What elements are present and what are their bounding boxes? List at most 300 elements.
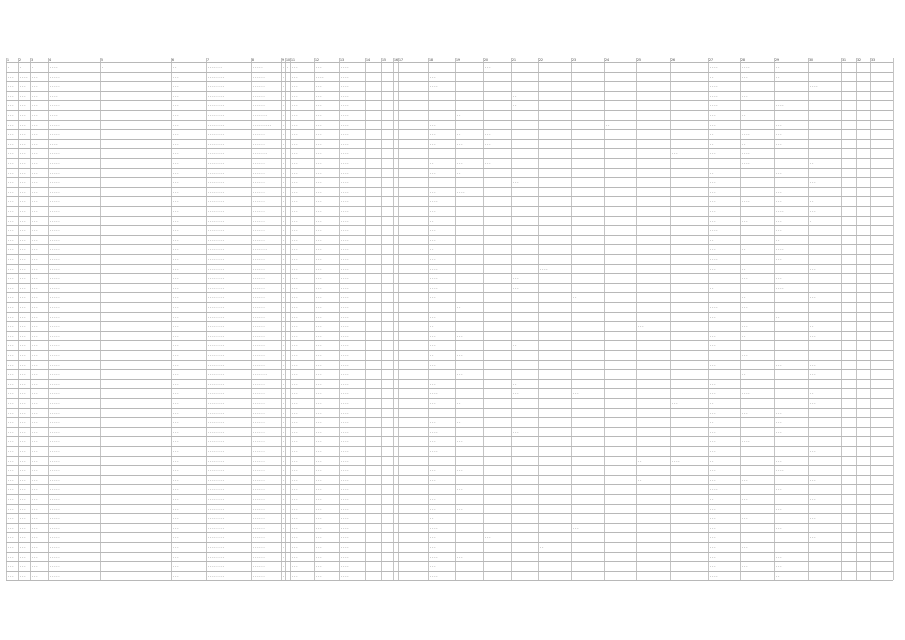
table-cell: - - - - - - - -: [208, 161, 224, 165]
table-cell: - - -: [316, 189, 322, 194]
table-cell: - - - - -: [50, 324, 60, 329]
table-cell: - - - -: [341, 468, 349, 473]
table-cell: - - -: [8, 122, 14, 127]
table-cell: - - - -: [776, 285, 784, 290]
table-cell: -: [283, 103, 285, 108]
table-cell: - - -: [173, 132, 179, 137]
table-cell: - - -: [316, 257, 322, 261]
table-cell: - - - -: [341, 257, 349, 261]
table-cell: - - -: [173, 199, 179, 204]
table-cell: - - - - -: [50, 314, 60, 319]
table-cell: - - -: [292, 103, 298, 108]
row-gridline: [6, 398, 893, 399]
table-cell: - - -: [710, 218, 716, 223]
table-cell: - - - - - - - -: [208, 554, 224, 559]
table-cell: - - - -: [742, 439, 750, 444]
table-cell: - - -: [316, 420, 322, 425]
table-cell: - - -: [710, 545, 716, 549]
row-gridline: [6, 504, 893, 505]
table-cell: - - -: [292, 74, 298, 79]
table-cell: - - - -: [341, 122, 349, 127]
table-cell: - - -: [8, 103, 14, 108]
table-cell: - -: [606, 122, 610, 127]
table-cell: - - -: [810, 477, 816, 482]
table-cell: - - - - - - - -: [208, 458, 224, 463]
table-cell: - -: [742, 266, 746, 271]
table-cell: - - - -: [341, 132, 349, 137]
table-cell: - - -: [742, 477, 748, 482]
table-cell: - - -: [430, 343, 436, 348]
table-cell: - - -: [8, 497, 14, 501]
column-header: 14: [366, 58, 370, 62]
table-cell: - - - - - -: [253, 93, 265, 98]
table-cell: - - -: [430, 439, 436, 444]
table-cell: - - -: [776, 141, 782, 146]
table-cell: - - - -: [710, 103, 718, 108]
table-cell: - - -: [457, 372, 463, 377]
table-cell: - - -: [742, 305, 748, 309]
table-cell: - - -: [457, 468, 463, 473]
table-cell: - - - - -: [50, 516, 60, 521]
table-cell: - - -: [173, 228, 179, 233]
table-cell: - - - - - -: [253, 420, 265, 425]
column-gridline: [48, 58, 49, 580]
table-cell: - - -: [430, 545, 436, 549]
table-cell: - - -: [20, 420, 26, 425]
row-gridline: [6, 580, 893, 581]
table-cell: - - - - -: [50, 170, 60, 175]
table-cell: - - - -: [710, 573, 718, 578]
row-gridline: [6, 532, 893, 533]
table-cell: - -: [710, 132, 714, 137]
table-cell: - - - - - - - -: [208, 372, 224, 377]
table-cell: - - -: [20, 141, 26, 146]
table-cell: - - - - - -: [253, 141, 265, 146]
table-cell: - - - - -: [50, 151, 60, 156]
table-cell: - - - - -: [50, 199, 60, 204]
table-cell: - - - - -: [50, 381, 60, 386]
table-cell: - -: [430, 161, 434, 165]
table-cell: - - -: [173, 324, 179, 329]
table-cell: - - -: [430, 535, 436, 540]
table-cell: - - -: [292, 93, 298, 98]
table-cell: - - - - - - - -: [208, 93, 224, 98]
table-cell: - -: [710, 420, 714, 425]
table-cell: - -: [810, 161, 814, 165]
table-cell: - - -: [430, 257, 436, 261]
table-cell: - -: [810, 199, 814, 204]
table-cell: - - -: [742, 545, 748, 549]
table-cell: - - -: [292, 535, 298, 540]
table-cell: - - - -: [341, 449, 349, 453]
table-cell: - - -: [20, 199, 26, 204]
table-cell: - - - -: [710, 84, 718, 89]
table-cell: - - - -: [341, 93, 349, 98]
table-cell: -: [283, 429, 285, 434]
table-cell: - - - - -: [50, 497, 60, 501]
column-header: 15: [382, 58, 386, 62]
table-cell: - - -: [316, 247, 322, 252]
table-cell: - - - - - -: [253, 468, 265, 473]
table-cell: - - -: [173, 122, 179, 127]
table-cell: - - -: [316, 343, 322, 348]
table-cell: - - -: [776, 487, 782, 492]
table-cell: - - - - - - - -: [208, 180, 224, 185]
table-cell: -: [283, 276, 285, 281]
table-cell: - - -: [173, 391, 179, 396]
table-cell: - - -: [20, 189, 26, 194]
table-cell: - - -: [810, 516, 816, 521]
table-cell: - - - -: [430, 285, 438, 290]
table-cell: - - -: [32, 122, 38, 127]
table-cell: - - - - - - - -: [208, 237, 224, 242]
table-cell: - - - -: [742, 199, 750, 204]
table-cell: - - -: [316, 372, 322, 377]
row-gridline: [6, 475, 893, 476]
row-gridline: [6, 148, 893, 149]
table-cell: - - -: [173, 170, 179, 175]
table-cell: - - -: [710, 362, 716, 367]
table-cell: - - -: [32, 573, 38, 578]
table-cell: - - - -: [341, 554, 349, 559]
column-gridline: [740, 58, 741, 580]
table-cell: -: [283, 247, 285, 252]
table-cell: - - -: [710, 449, 716, 453]
table-cell: - - -: [316, 410, 322, 415]
table-cell: - - -: [316, 151, 322, 156]
table-cell: - - -: [292, 314, 298, 319]
table-cell: - - -: [173, 372, 179, 377]
table-cell: - -: [710, 237, 714, 242]
table-cell: - - -: [32, 458, 38, 463]
column-gridline: [483, 58, 484, 580]
table-cell: - - - - -: [50, 372, 60, 377]
table-cell: - - -: [8, 84, 14, 89]
table-cell: - -: [457, 305, 461, 309]
table-cell: - - -: [32, 74, 38, 79]
table-cell: - - - - - -: [253, 266, 265, 271]
table-cell: - - - - - -: [253, 564, 265, 569]
table-cell: - - - - - -: [253, 84, 265, 89]
table-cell: - - -: [292, 497, 298, 501]
table-cell: - - - - - -: [253, 362, 265, 367]
table-cell: - - -: [8, 554, 14, 559]
table-cell: - - - - -: [50, 353, 60, 357]
row-gridline: [6, 273, 893, 274]
column-gridline: [808, 58, 809, 580]
table-cell: - - -: [316, 506, 322, 511]
table-cell: - - -: [173, 247, 179, 252]
table-cell: - - -: [292, 84, 298, 89]
table-cell: - - -: [316, 573, 322, 578]
table-cell: - - -: [292, 439, 298, 444]
table-cell: - - - - - - - -: [208, 209, 224, 213]
table-cell: - - -: [776, 554, 782, 559]
table-cell: - - - - - - - -: [208, 141, 224, 146]
table-cell: - - -: [173, 93, 179, 98]
table-cell: - - - - - - - -: [208, 439, 224, 444]
table-cell: - - -: [173, 151, 179, 156]
table-cell: - - - - - -: [253, 516, 265, 521]
table-cell: - - - - -: [50, 468, 60, 473]
table-cell: - - - - - - - -: [208, 314, 224, 319]
table-cell: - - -: [32, 247, 38, 252]
column-gridline: [290, 58, 291, 580]
table-cell: - - -: [430, 381, 436, 386]
table-cell: - - -: [173, 573, 179, 578]
table-cell: - - -: [32, 477, 38, 482]
table-cell: - - -: [173, 401, 179, 405]
table-cell: - - - -: [50, 141, 58, 146]
table-cell: - - - - -: [50, 122, 60, 127]
table-cell: - - -: [20, 343, 26, 348]
table-cell: - -: [513, 93, 517, 98]
table-cell: - - -: [810, 449, 816, 453]
table-cell: - - -: [292, 132, 298, 137]
column-header: 1: [7, 58, 9, 62]
table-cell: - - - -: [776, 468, 784, 473]
table-cell: - - -: [292, 487, 298, 492]
table-cell: - - -: [8, 151, 14, 156]
table-cell: - - -: [710, 381, 716, 386]
column-gridline: [636, 58, 637, 580]
table-cell: - - - - - -: [253, 353, 265, 357]
table-cell: - - -: [32, 228, 38, 233]
table-cell: - - - - - -: [253, 295, 265, 300]
table-cell: - - -: [710, 468, 716, 473]
table-cell: -: [283, 218, 285, 223]
table-cell: - - -: [292, 189, 298, 194]
table-cell: - - - - - -: [253, 103, 265, 108]
column-header: 33: [871, 58, 875, 62]
row-gridline: [6, 177, 893, 178]
table-cell: - - - - -: [50, 545, 60, 549]
column-gridline: [708, 58, 709, 580]
column-header: 26: [671, 58, 675, 62]
table-cell: - - -: [710, 247, 716, 252]
table-cell: - - -: [316, 132, 322, 137]
table-cell: - - -: [292, 381, 298, 386]
table-cell: - - -: [316, 516, 322, 521]
table-cell: - - - -: [710, 257, 718, 261]
table-cell: -: [283, 189, 285, 194]
table-cell: - - -: [20, 113, 26, 117]
column-gridline: [100, 58, 101, 580]
table-cell: - - -: [8, 487, 14, 492]
table-cell: - - - -: [341, 228, 349, 233]
table-cell: - - - - -: [50, 305, 60, 309]
table-cell: - - -: [710, 410, 716, 415]
table-cell: - - -: [8, 343, 14, 348]
table-cell: - - - - - - - -: [208, 333, 224, 338]
table-cell: - - - -: [341, 362, 349, 367]
table-cell: - -: [513, 103, 517, 108]
row-gridline: [6, 187, 893, 188]
table-cell: - - - -: [742, 161, 750, 165]
table-cell: - - -: [20, 429, 26, 434]
table-cell: - - -: [430, 477, 436, 482]
table-cell: - - - -: [430, 391, 438, 396]
table-cell: - - -: [316, 266, 322, 271]
table-cell: - - - - -: [50, 420, 60, 425]
table-cell: - - -: [173, 305, 179, 309]
table-cell: - - -: [32, 506, 38, 511]
table-cell: - - -: [742, 353, 748, 357]
table-cell: - - -: [776, 170, 782, 175]
table-cell: -: [283, 372, 285, 377]
table-cell: - -: [457, 401, 461, 405]
table-cell: - - -: [810, 180, 816, 185]
table-cell: - - -: [8, 516, 14, 521]
table-cell: - - - -: [430, 429, 438, 434]
column-gridline: [30, 58, 31, 580]
column-header: 6: [172, 58, 174, 62]
table-cell: - - - - -: [50, 554, 60, 559]
table-cell: - - - -: [341, 276, 349, 281]
table-cell: - - -: [8, 564, 14, 569]
table-cell: - - - - - -: [253, 391, 265, 396]
table-cell: - - -: [776, 218, 782, 223]
table-cell: - - - - - -: [253, 535, 265, 540]
table-cell: - - - - - - - -: [208, 545, 224, 549]
table-cell: - - - - -: [50, 180, 60, 185]
table-cell: - - -: [20, 103, 26, 108]
row-gridline: [6, 110, 893, 111]
table-cell: - - -: [32, 266, 38, 271]
table-cell: - -: [742, 141, 746, 146]
table-cell: - - - -: [430, 573, 438, 578]
row-gridline: [6, 283, 893, 284]
table-cell: - - - -: [341, 103, 349, 108]
table-cell: - - -: [20, 218, 26, 223]
table-cell: - - -: [20, 573, 26, 578]
table-cell: - - -: [8, 180, 14, 185]
table-cell: - - - -: [341, 381, 349, 386]
table-cell: - - -: [173, 429, 179, 434]
table-cell: - - -: [776, 362, 782, 367]
row-gridline: [6, 235, 893, 236]
table-cell: - - -: [8, 209, 14, 213]
table-cell: - - -: [810, 209, 816, 213]
table-cell: - - -: [8, 170, 14, 175]
row-gridline: [6, 168, 893, 169]
table-cell: - - - - -: [50, 132, 60, 137]
row-gridline: [6, 302, 893, 303]
table-cell: - - -: [32, 554, 38, 559]
table-cell: - - -: [173, 554, 179, 559]
table-cell: - - -: [173, 180, 179, 185]
table-cell: - -: [742, 372, 746, 377]
table-cell: - - -: [32, 276, 38, 281]
column-header: 2: [19, 58, 21, 62]
table-cell: - - -: [316, 237, 322, 242]
table-cell: - - - - - - - -: [208, 276, 224, 281]
table-cell: - - -: [316, 209, 322, 213]
table-cell: - - - - - - - -: [208, 525, 224, 530]
table-cell: - - -: [292, 468, 298, 473]
table-cell: - - -: [316, 497, 322, 501]
table-cell: - - - -: [20, 74, 28, 79]
table-cell: - - -: [513, 276, 519, 281]
table-cell: - - -: [292, 477, 298, 482]
table-cell: - - - - -: [50, 343, 60, 348]
table-cell: - - - - -: [50, 525, 60, 530]
table-cell: - - - - - - - -: [208, 381, 224, 386]
table-cell: - -: [710, 170, 714, 175]
table-cell: - - -: [32, 189, 38, 194]
table-cell: -: [283, 362, 285, 367]
table-cell: - - -: [810, 362, 816, 367]
table-cell: - - - - - - - -: [208, 362, 224, 367]
table-cell: - - - -: [341, 372, 349, 377]
table-cell: -: [283, 324, 285, 329]
table-cell: - - - -: [776, 247, 784, 252]
table-cell: - - - - - -: [253, 458, 265, 463]
column-header: 28: [741, 58, 745, 62]
table-cell: - - - - - - - -: [208, 506, 224, 511]
table-cell: - - -: [292, 161, 298, 165]
table-cell: - - -: [8, 420, 14, 425]
table-cell: - - -: [776, 199, 782, 204]
column-header: 18: [429, 58, 433, 62]
table-cell: - - -: [430, 468, 436, 473]
table-cell: - - -: [430, 420, 436, 425]
table-cell: - - -: [292, 324, 298, 329]
table-cell: - - -: [32, 199, 38, 204]
table-cell: - - -: [292, 343, 298, 348]
table-cell: - - -: [292, 429, 298, 434]
table-cell: -: [287, 65, 289, 69]
table-cell: - - -: [292, 516, 298, 521]
table-cell: - - -: [32, 141, 38, 146]
table-cell: - - -: [20, 285, 26, 290]
table-cell: - - -: [316, 468, 322, 473]
table-cell: - - -: [457, 141, 463, 146]
column-gridline: [171, 58, 172, 580]
table-cell: - - - - - - -: [253, 151, 267, 156]
table-cell: - - - -: [341, 401, 349, 405]
column-gridline: [281, 58, 282, 580]
column-gridline: [285, 58, 286, 580]
table-cell: - - -: [32, 420, 38, 425]
table-cell: - - -: [32, 381, 38, 386]
table-cell: - - -: [430, 74, 436, 79]
table-cell: - - - - - -: [253, 545, 265, 549]
table-cell: - - -: [742, 93, 748, 98]
table-cell: - - - - - - - -: [208, 218, 224, 223]
table-cell: - - -: [20, 353, 26, 357]
table-cell: - - -: [20, 305, 26, 309]
table-cell: - - -: [32, 525, 38, 530]
table-cell: - - -: [316, 218, 322, 223]
table-cell: -: [283, 161, 285, 165]
table-cell: - - -: [32, 487, 38, 492]
table-cell: - - -: [8, 305, 14, 309]
table-cell: - - -: [32, 237, 38, 242]
table-cell: - - -: [710, 564, 716, 569]
table-cell: - - - - - - - -: [208, 420, 224, 425]
table-cell: - - - -: [341, 218, 349, 223]
table-cell: - - - - - -: [253, 305, 265, 309]
table-cell: - - -: [430, 362, 436, 367]
table-cell: - - -: [20, 237, 26, 242]
row-gridline: [6, 244, 893, 245]
column-header: 13: [340, 58, 344, 62]
table-cell: - - -: [20, 333, 26, 338]
table-cell: - - -: [430, 170, 436, 175]
table-cell: - - - - -: [50, 449, 60, 453]
table-cell: - - -: [173, 506, 179, 511]
